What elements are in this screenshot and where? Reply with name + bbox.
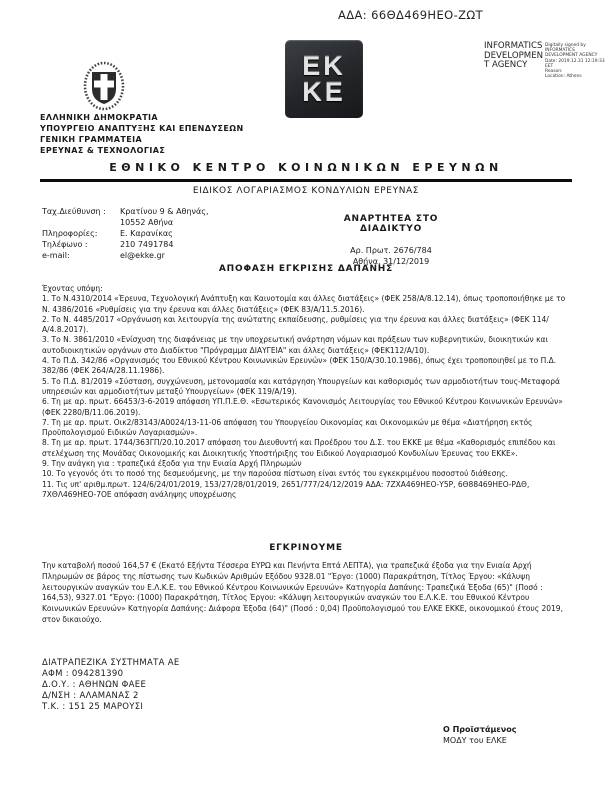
- ekke-logo-text-top: EK: [302, 51, 346, 81]
- consideration-item: 11. Τις υπ' αριθμ.πρωτ. 124/6/24/01/2019, 153/27/28/01/2019, 2651/777/24/12/2019 ΑΔΑ: 7ΖΧΑ469ΗΕΟ-Υ5Ρ, 6Θ88469ΗΕΟ-ΡΔΘ, 7ΧΘΛ469ΗΕΟ-7ΟΕ απόφαση ανάληψης υποχρέωσης: [42, 479, 530, 499]
- stamp-agency-line: INFORMATICS: [484, 41, 543, 51]
- consideration-item: 6. Τη με αρ. πρωτ. 66453/3-6-2019 απόφαση ΥΠ.Π.Ε.Θ. «Εσωτερικός Κανονισμός Λειτουργίας του Εθνικού Κέντρου Κοινωνικών Ερευνών» (ΦΕΚ 2280/Β/11.06.2019).: [42, 397, 563, 417]
- consideration-item: 10. Το γεγονός ότι το ποσό της δεσμευόμενης, με την παρούσα πίστωση είναι εντός του εγκεκριμένου ποσοστού διάθεσης.: [42, 469, 508, 479]
- signature-stamp-details: [545, 43, 609, 79]
- payee-name: ΔΙΑΤΡΑΠΕΖΙΚΑ ΣΥΣΤΗΜΑΤΑ ΑΕ: [42, 658, 180, 668]
- contact-value: Ε. Καρανίκας: [120, 229, 173, 238]
- gov-line: ΕΡΕΥΝΑΣ & ΤΕΧΝΟΛΟΓΙΑΣ: [40, 146, 166, 155]
- gov-line: ΕΛΛΗΝΙΚΗ ΔΗΜΟΚΡΑΤΙΑ: [40, 113, 159, 122]
- consideration-item: 9. Την ανάγκη για : τραπεζικά έξοδα για την Ενιαία Αρχή Πληρωμών: [42, 459, 302, 469]
- approve-title: ΕΓΚΡΙΝΟΥΜΕ: [269, 543, 343, 553]
- gov-line: ΥΠΟΥΡΓΕΙΟ ΑΝΑΠΤΥΞΗΣ ΚΑΙ ΕΠΕΝΔΥΣΕΩΝ: [40, 124, 244, 133]
- stamp-agency-line: T AGENCY: [484, 60, 528, 71]
- government-header: [40, 112, 244, 156]
- ekke-logo-text-bottom: KE: [302, 77, 346, 107]
- payee-tax-office: Δ.Ο.Υ. : ΑΘΗΝΩΝ ΦΑΕΕ: [42, 680, 147, 690]
- contact-block: [42, 206, 209, 261]
- stamp-detail-line: Date: 2019.12.31 12:19:33: [545, 58, 605, 64]
- signature-stamp-agency: [484, 42, 544, 71]
- payee-block: [42, 658, 180, 713]
- meta-block: [316, 214, 466, 267]
- contact-label: Ταχ.Διεύθυνση :: [42, 207, 106, 216]
- consideration-item: 2. Το Ν. 4485/2017 «Οργάνωση και λειτουργία της ανώτατης εκπαίδευσης, ρυθμίσεις για την έρευνα και άλλες διατάξεις» (ΦΕΚ 114/Α/4.8.2017).: [42, 314, 549, 335]
- stamp-detail-line: INFORMATICS: [545, 48, 575, 54]
- decision-title: ΑΠΟΦΑΣΗ ΕΓΚΡΙΣΗΣ ΔΑΠΑΝΗΣ: [218, 264, 394, 274]
- contact-value: Κρατίνου 9 & Αθηνάς,: [120, 207, 209, 216]
- contact-value: 10552 Αθήνα: [120, 218, 174, 227]
- ekke-logo: [285, 40, 363, 118]
- consideration-item: 1. Το Ν.4310/2014 «Έρευνα, Τεχνολογική Ανάπτυξη και Καινοτομία και άλλες διατάξεις» (ΦΕΚ 258/Α/8.12.14), όπως τροποποιήθηκε με το Ν. 4386/2016 «Ρυθμίσεις για την έρευνα και άλλες διατάξεις» (ΦΕΚ 83/Α/11.5.2016).: [42, 294, 566, 314]
- contact-label: Πληροφορίες:: [42, 229, 98, 238]
- payee-address: Δ/ΝΣΗ : ΑΛΑΜΑΝΑΣ 2: [42, 691, 139, 701]
- approve-paragraph: Την καταβολή ποσού 164,57 € (Εκατό Εξήντα Τέσσερα ΕΥΡΩ και Πενήντα Επτά ΛΕΠΤΑ), για τραπεζικά έξοδα για την Ενιαία Αρχή Πληρωμών σε βάρος της πίστωσης των Κωδικών Αριθμών Εξόδου 9328.01 "Έργο: (1000) Παρακράτηση, Τίτλος Έργου: «Κάλυψη λειτουργικών αναγκών του Ε.Λ.Κ.Ε. του Εθνικού Κέντρου Κοινωνικών Ερευνών» Κατηγορία Δαπάνης: Τραπεζικά Έξοδα (65)" (Ποσό : 164,53), 9327.01 "Έργο: (1000) Παρακράτηση, Τίτλος Έργου: «Κάλυψη λειτουργικών αναγκών του Ε.Λ.Κ.Ε. του Εθνικού Κέντρου Κοινωνικών Ερευνών» Κατηγορία Δαπάνης: Διάφορα Έξοδα (64)" (Ποσό : 0,04) Προϋπολογισμού του ΕΛΚΕ ΕΚΚΕ, οικονομικού έτους 2019, στον δικαιούχο.: [42, 561, 563, 624]
- payee-vat: ΑΦΜ : 094281390: [42, 669, 124, 679]
- contact-value: el@ekke.gr: [120, 251, 165, 260]
- organisation-title: ΕΘΝΙΚΟ ΚΕΝΤΡΟ ΚΟΙΝΩΝΙΚΩΝ ΕΡΕΥΝΩΝ: [109, 161, 503, 174]
- contact-label: [42, 217, 118, 228]
- consideration-item: 7. Τη με αρ. πρωτ. Οικ2/83143/Α0024/13-11-06 απόφαση του Υπουργείου Οικονομίας και Οικονομικών με θέμα «Διατήρηση εκτός Προϋπολογισμού Ειδικών Λογαριασμών».: [42, 417, 533, 438]
- stamp-agency-line: DEVELOPMEN: [484, 50, 544, 61]
- signer-block: [443, 724, 516, 746]
- preamble: Έχοντας υπόψη:: [42, 284, 103, 293]
- unit-title: ΕΙΔΙΚΟΣ ΛΟΓΑΡΙΑΣΜΟΣ ΚΟΝΔΥΛΙΩΝ ΕΡΕΥΝΑΣ: [192, 186, 420, 196]
- stamp-detail-line: EET: [545, 63, 554, 69]
- consideration-item: 3. Το Ν. 3861/2010 «Ενίσχυση της διαφάνειας με την υποχρεωτική ανάρτηση νόμων και πράξεων των κυβερνητικών, διοικητικών και αυτοδιοικητικών οργάνων στο Διαδίκτυο "Πρόγραμμα ΔΙΑΥΓΕΙΑ" και άλλες διατάξεις» (ΦΕΚ112/Α/10).: [42, 335, 549, 355]
- stamp-detail-line: Reason:: [545, 69, 563, 75]
- protocol-number: Αρ. Πρωτ. 2676/784: [350, 246, 432, 255]
- stamp-detail-line: Digitally signed by: [545, 43, 586, 48]
- signer-unit: ΜΟΔΥ του ΕΛΚΕ: [443, 736, 507, 745]
- contact-label: Τηλέφωνο :: [42, 240, 88, 249]
- stamp-detail-line: DEVELOPMENT AGENCY: [545, 53, 598, 59]
- date-line: Αθήνα, 31/12/2019: [352, 257, 430, 266]
- stamp-detail-line: Location: Athens: [545, 74, 582, 80]
- ada-code: ΑΔΑ: 66ΘΔ469ΗΕΟ-ΖΩΤ: [338, 8, 484, 22]
- contact-value: 210 7491784: [120, 240, 174, 249]
- considerations-list: [42, 284, 571, 500]
- posting-label: ΑΝΑΡΤΗΤΕΑ ΣΤΟ ΔΙΑΔΙΚΤΥΟ: [343, 214, 439, 234]
- contact-label: e-mail:: [42, 251, 70, 260]
- gov-line: ΓΕΝΙΚΗ ΓΡΑΜΜΑΤΕΙΑ: [40, 135, 143, 144]
- hellenic-republic-emblem-icon: [80, 58, 128, 114]
- consideration-item: 8. Τη με αρ. πρωτ. 1744/363ΓΠ/20.10.2017 απόφαση του Διευθυντή και Προέδρου του Δ.Σ. του ΕΚΚΕ με θέμα «Καθορισμός επιπέδου και στελέχωση της Μονάδας Οικονομικής και Διοικητικής Υποστήριξης του Ειδικού Λογαριασμού Κονδυλίων Έρευνας του ΕΚΚΕ».: [42, 438, 556, 458]
- consideration-item: 5. Το Π.Δ. 81/2019 «Σύσταση, συγχώνευση, μετονομασία και κατάργηση Υπουργείων και καθορισμός των αρμοδιοτήτων τους-Μεταφορά υπηρεσιών και αρμοδιοτήτων μεταξύ Υπουργείων» (ΦΕΚ 119/Α/19).: [42, 376, 560, 396]
- signer-title: Ο Προϊστάμενος: [443, 725, 517, 734]
- payee-postcode: Τ.Κ. : 151 25 ΜΑΡΟΥΣΙ: [42, 702, 144, 712]
- header-divider: [40, 179, 572, 182]
- consideration-item: 4. Το Π.Δ. 342/86 «Οργανισμός του Εθνικού Κέντρου Κοινωνικών Ερευνών» (ΦΕΚ 150/Α/30.10.1986), όπως έχει τροποποιηθεί με το Π.Δ. 382/86 (ΦΕΚ 264/Α/28.11.1986).: [42, 356, 557, 376]
